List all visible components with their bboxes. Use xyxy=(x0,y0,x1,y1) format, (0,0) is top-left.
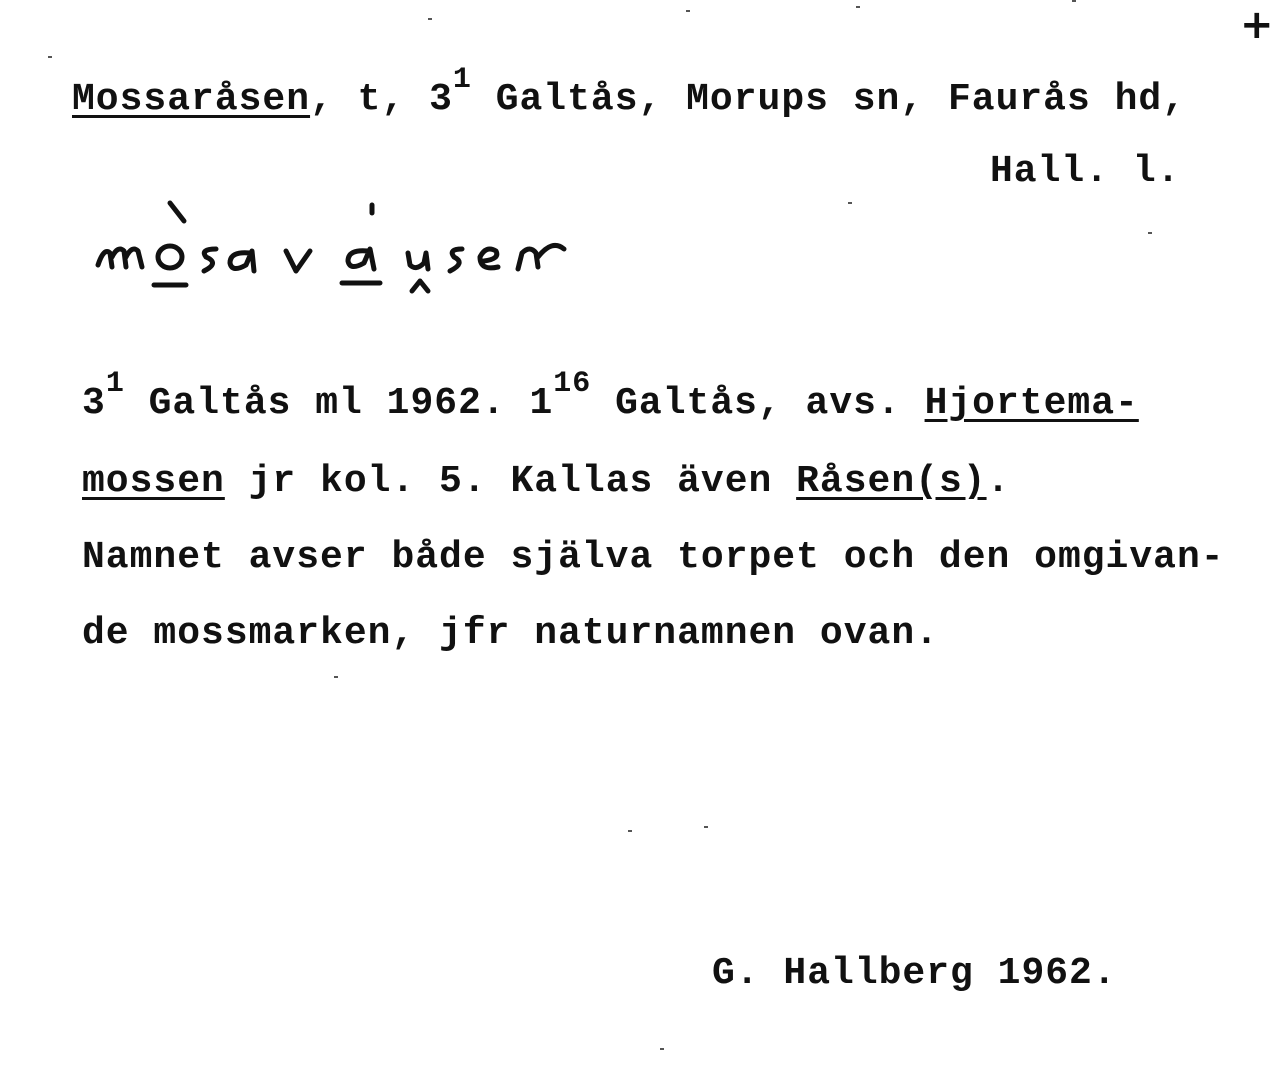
body-text-3: jr kol. 5. Kallas även xyxy=(224,460,797,503)
scan-speck xyxy=(48,56,52,58)
corner-plus-mark: + xyxy=(1240,2,1274,48)
scan-speck xyxy=(848,202,852,204)
body-text-2: Galtås, avs. xyxy=(591,382,925,425)
scan-speck xyxy=(628,830,632,832)
scan-speck xyxy=(660,1048,664,1050)
header-superscript: 1 xyxy=(452,63,472,97)
header-line-1 xyxy=(72,63,1187,121)
scan-speck xyxy=(428,18,432,20)
body-superscript-2: 16 xyxy=(553,367,592,401)
place-name: Mossaråsen xyxy=(72,78,311,121)
scan-speck xyxy=(856,6,860,8)
body-line-2 xyxy=(82,460,1010,503)
header-tail: Galtås, Morups sn, Faurås hd, xyxy=(471,78,1187,121)
body-text-1: Galtås ml 1962. 1 xyxy=(124,382,554,425)
body-number: 3 xyxy=(82,382,106,425)
scan-speck xyxy=(1072,0,1076,2)
body-line-4: de mossmarken, jfr naturnamnen ovan. xyxy=(82,612,939,655)
header-line-2: Hall. l. xyxy=(990,150,1181,193)
reference-hjortemamossen-part1: Hjortema- xyxy=(924,382,1139,425)
body-text-4: . xyxy=(986,460,1011,503)
reference-hjortemamossen-part2: mossen xyxy=(82,460,225,503)
scan-speck xyxy=(1148,232,1152,234)
header-rest: , t, 3 xyxy=(310,78,453,121)
body-line-3: Namnet avser både själva torpet och den omgivan- xyxy=(82,536,1225,579)
scan-speck xyxy=(334,676,338,678)
scan-speck xyxy=(686,10,690,12)
scan-speck xyxy=(704,826,708,828)
handwritten-pronunciation xyxy=(90,195,590,300)
reference-rasen: Råsen(s) xyxy=(796,460,987,503)
body-superscript-1: 1 xyxy=(105,367,125,401)
signature: G. Hallberg 1962. xyxy=(712,952,1117,995)
body-line-1 xyxy=(82,367,1139,425)
